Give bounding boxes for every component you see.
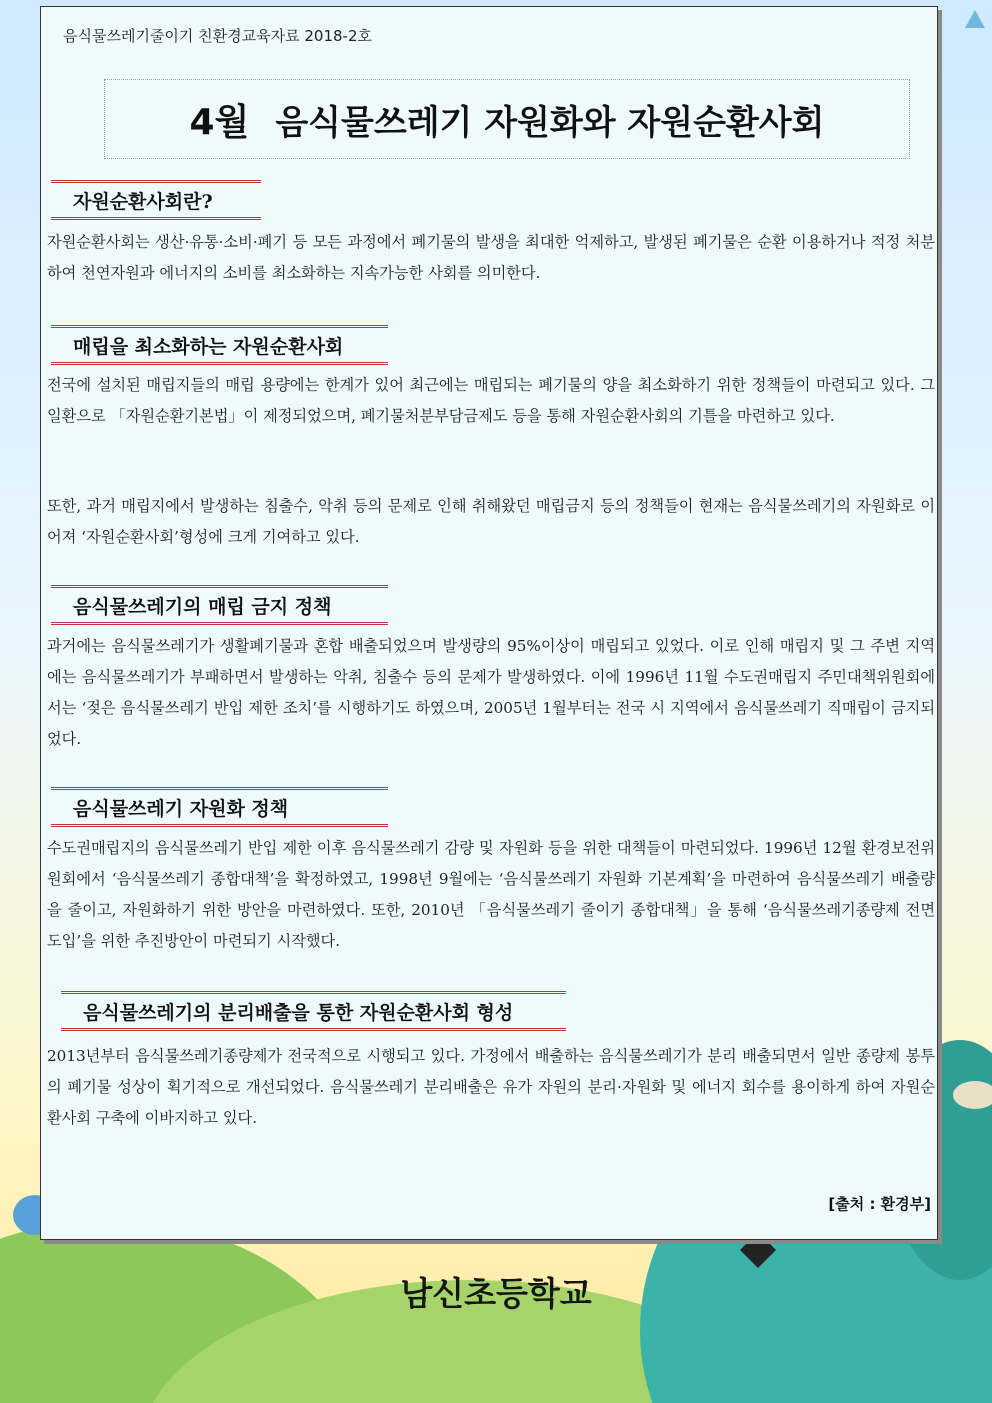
school-name: 남신초등학교 <box>400 1274 592 1313</box>
section-heading-1: 자원순환사회란? <box>51 180 261 220</box>
section-2-paragraph-1: 전국에 설치된 매립지들의 매립 용량에는 한계가 있어 최근에는 매립되는 폐기물의 양을 최소화하기 위한 정책들이 마련되고 있다. 그 일환으로 「자원순환기본법」이 제정되었으며, 폐기물처분부담금제도 등을 통해 자원순환사회의 기틀을 마련하고 있다. <box>47 376 935 425</box>
title-box <box>104 79 910 159</box>
section-heading-4: 음식물쓰레기 자원화 정책 <box>51 787 388 827</box>
section-heading-3: 음식물쓰레기의 매립 금지 정책 <box>51 585 388 625</box>
section-2-paragraph-2: 또한, 과거 매립지에서 발생하는 침출수, 악취 등의 문제로 인해 취해왔던 매립금지 등의 정책들이 현재는 음식물쓰레기의 자원화로 이어져 ‘자원순환사회’형성에 크게 기여하고 있다. <box>47 497 935 546</box>
title-month: 4월 <box>189 101 250 143</box>
section-5-paragraph: 2013년부터 음식물쓰레기종량제가 전국적으로 시행되고 있다. 가정에서 배출하는 음식물쓰레기가 분리 배출되면서 일반 종량제 봉투의 폐기물 성상이 획기적으로 개선되었다. 음식물쓰레기 분리배출은 유가 자원의 분리·자원화 및 에너지 회수를 용이하게 하여 자원순환사회 구축에 이바지하고 있다. <box>47 1047 935 1127</box>
source-credit: [출처 : 환경부] <box>828 1195 931 1213</box>
section-1-paragraph: 자원순환사회는 생산·유통·소비·폐기 등 모든 과정에서 폐기물의 발생을 최대한 억제하고, 발생된 폐기물은 순환 이용하거나 적정 처분하여 천연자원과 에너지의 소비를 최소화하는 지속가능한 사회를 의미한다. <box>47 233 935 282</box>
section-heading-2: 매립을 최소화하는 자원순환사회 <box>51 325 388 365</box>
content-panel <box>40 6 938 1240</box>
page-title: 음식물쓰레기 자원화와 자원순환사회 <box>275 102 825 143</box>
section-4-paragraph: 수도권매립지의 음식물쓰레기 반입 제한 이후 음식물쓰레기 감량 및 자원화 등을 위한 대책들이 마련되었다. 1996년 12월 환경보전위원회에서 ‘음식물쓰레기 종합대책’을 확정하였고, 1998년 9월에는 ‘음식물쓰레기 자원화 기본계획’을 마련하여 음식물쓰레기 배출량을 줄이고, 자원화하기 위한 방안을 마련하였다. 또한, 2010년 「음식물쓰레기 줄이기 종합대책」을 통해 ‘음식물쓰레기종량제 전면 도입’을 위한 추진방안이 마련되기 시작했다. <box>47 839 935 950</box>
corner-deco <box>965 10 985 28</box>
series-label: 음식물쓰레기줄이기 친환경교육자료 2018-2호 <box>63 27 372 45</box>
section-3-paragraph: 과거에는 음식물쓰레기가 생활폐기물과 혼합 배출되었으며 발생량의 95%이상이 매립되고 있었다. 이로 인해 매립지 및 그 주변 지역에는 음식물쓰레기가 부패하면서 발생하는 악취, 침출수 등의 문제가 발생하였다. 이에 1996년 11월 수도권매립지 주민대책위원회에서는 ‘젖은 음식물쓰레기 반입 제한 조치’를 시행하기도 하였으며, 2005년 1월부터는 전국 시 지역에서 음식물쓰레기 직매립이 금지되었다. <box>47 637 935 748</box>
section-heading-5: 음식물쓰레기의 분리배출을 통한 자원순환사회 형성 <box>61 991 566 1031</box>
